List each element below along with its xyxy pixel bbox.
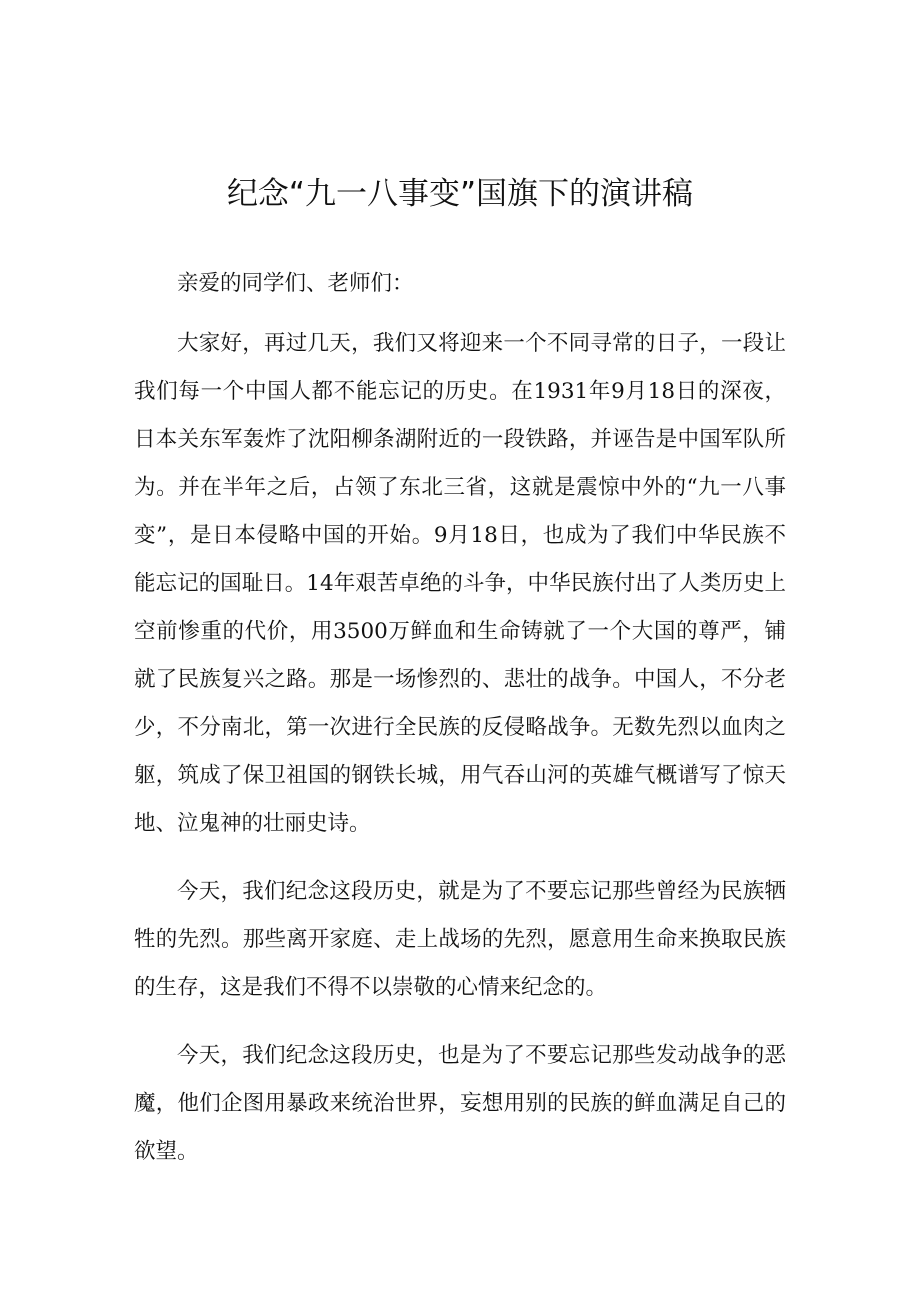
paragraph: 今天，我们纪念这段历史，就是为了不要忘记那些曾经为民族牺牲的先烈。那些离开家庭、走上战场的先烈，愿意用生命来换取民族的生存，这是我们不得不以崇敬的心情来纪念的。 — [134, 879, 786, 1000]
paragraph: 大家好，再过几天，我们又将迎来一个不同寻常的日子，一段让我们每一个中国人都不能忘记的历史。在1931年9月18日的深夜，日本关东军轰炸了沈阳柳条湖附近的一段铁路，并诬告是中国军队所为。并在半年之后，占领了东北三省，这就是震惊中外的“九一八事变”，是日本侵略中国的开始。9月18日，也成为了我们中华民族不能忘记的国耻日。14年艰苦卓绝的斗争，中华民族付出了人类历史上空前惨重的代价，用3500万鲜血和生命铸就了一个大国的尊严，铺就了民族复兴之路。那是一场惨烈的、悲壮的战争。中国人，不分老少，不分南北，第一次进行全民族的反侵略战争。无数先烈以血肉之躯，筑成了保卫祖国的钢铁长城，用气吞山河的英雄气概谱写了惊天地、泣鬼神的壮丽史诗。 — [134, 331, 786, 836]
salutation: 亲爱的同学们、老师们： — [177, 271, 414, 296]
document-body — [134, 268, 786, 1196]
page-title: 纪念“九一八事变”国旗下的演讲稿 — [226, 176, 694, 212]
paragraph: 今天，我们纪念这段历史，也是为了不要忘记那些发动战争的恶魔，他们企图用暴政来统治世界，妄想用别的民族的鲜血满足自己的欲望。 — [134, 1043, 786, 1164]
